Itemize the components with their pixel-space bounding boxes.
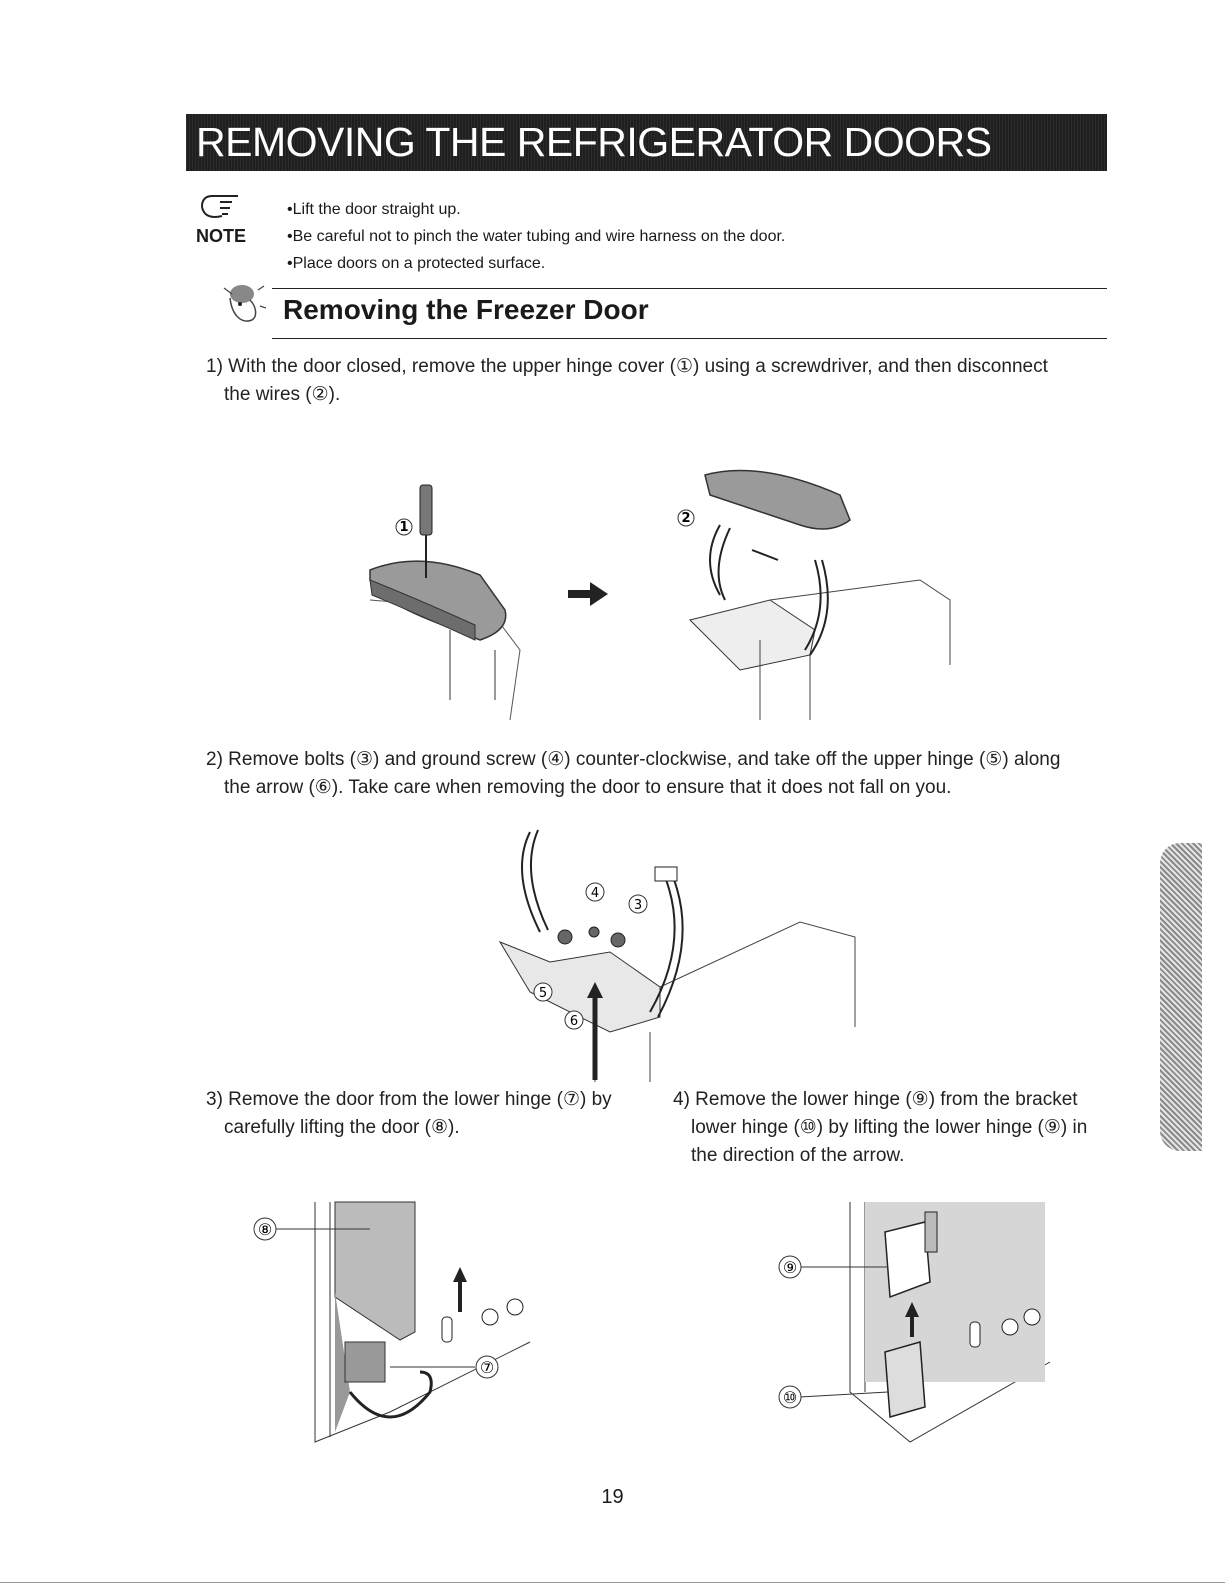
chapter-tab: [1160, 843, 1202, 1151]
callout-4-label: 4: [590, 886, 600, 901]
bottom-rule: [0, 1582, 1225, 1583]
step-4-line-3: the direction of the arrow.: [691, 1145, 905, 1166]
figure-hinge-cover-removal: [360, 450, 970, 720]
step-4: [673, 1086, 1093, 1170]
step-4-line-2: lower hinge (⑩) by lifting the lower hinge (⑨) in: [691, 1117, 1088, 1138]
note-item: • Place doors on a protected surface.: [287, 250, 785, 277]
step-2-line-1: 2) Remove bolts (③) and ground screw (④) counter-clockwise, and take off the upper hinge (⑤) along: [206, 749, 1061, 770]
callout-1-label: 1: [399, 520, 409, 535]
mascot-icon: [222, 280, 266, 328]
callout-10-label: ⑩: [782, 1388, 798, 1407]
figure-upper-hinge-removal: [490, 812, 870, 1082]
page-number: 19: [601, 1486, 624, 1508]
step-2: [206, 746, 1086, 802]
pointing-hand-icon: [198, 192, 242, 222]
page-title: REMOVING THE REFRIGERATOR DOORS: [196, 119, 992, 165]
callout-6-label: 6: [569, 1014, 579, 1029]
step-2-line-2: the arrow (⑥). Take care when removing the door to ensure that it does not fall on you.: [224, 777, 952, 798]
callout-2-label: 2: [681, 511, 691, 526]
arrow-right-icon: [568, 582, 608, 606]
callout-5-label: 5: [538, 986, 548, 1001]
step-3: [206, 1086, 626, 1142]
step-1-line-2: the wires (②).: [224, 384, 341, 405]
callout-7-label: ⑦: [479, 1358, 495, 1377]
section-rule-bottom: [272, 338, 1107, 339]
note-item: • Lift the door straight up.: [287, 196, 785, 223]
step-1: [206, 353, 1086, 409]
note-list: [287, 196, 785, 277]
title-banner: [186, 114, 1107, 171]
section-rule-top: [272, 288, 1107, 289]
step-4-line-1: 4) Remove the lower hinge (⑨) from the bracket: [673, 1089, 1078, 1110]
step-1-line-1: 1) With the door closed, remove the upper hinge cover (①) using a screwdriver, and then disconnect: [206, 356, 1048, 377]
callout-8-label: ⑧: [257, 1220, 273, 1239]
note-item: • Be careful not to pinch the water tubing and wire harness on the door.: [287, 223, 785, 250]
note-label: NOTE: [196, 226, 247, 246]
step-3-line-2: carefully lifting the door (⑧).: [224, 1117, 460, 1138]
figure-lower-hinge-bracket: [770, 1192, 1060, 1452]
callout-3-label: 3: [633, 898, 643, 913]
step-3-line-1: 3) Remove the door from the lower hinge (⑦) by: [206, 1089, 612, 1110]
figure-lower-hinge-door: [250, 1192, 560, 1452]
note-block: [196, 192, 266, 252]
section-title: Removing the Freezer Door: [283, 294, 649, 325]
callout-9-label: ⑨: [782, 1258, 798, 1277]
